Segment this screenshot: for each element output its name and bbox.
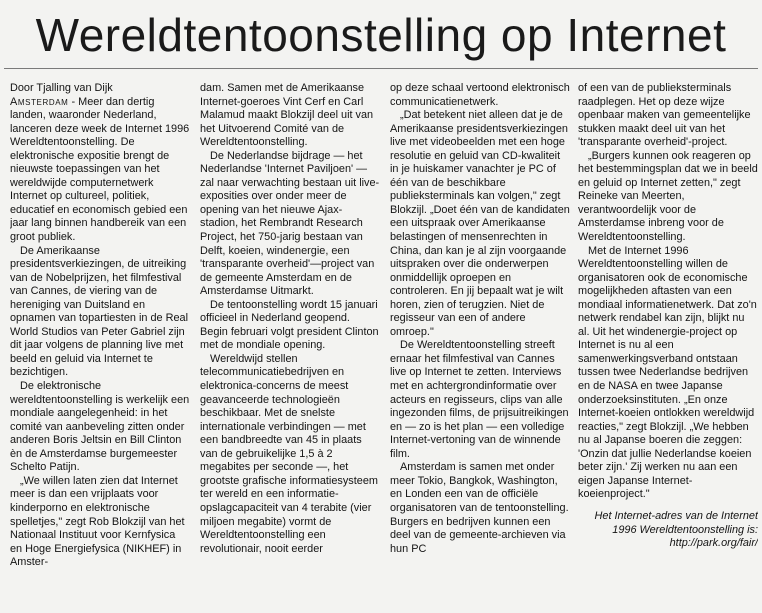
paragraph: Wereldwijd stellen telecommunicatiebedrijven en elektronica-concerns de meest geavanceerde technologieën beschikbaar. Met de snelste internationale verbindingen — met een bandbreedte van 45 in plaats van de gebruikelijke 1,5 à 2 megabites per seconde —, het grootste grafische informatiesysteem ter wereld en een informatie-opslagcapaciteit van 4 terabite (vier miljoen megabite) vormt de Wereldtentoonstelling een revolutionair, nooit eerder [200,352,378,555]
paragraph: De Amerikaanse presidentsverkiezingen, de uitreiking van de Nobelprijzen, het filmfestival van Cannes, de viering van de hereniging van Duitsland en opnamen van topartiesten in de Real World Studios van Peter Gabriel zijn dit jaar volgens de planning live met beeld en geluid via Internet te bezichtigen. [10,244,188,379]
paragraph: op deze schaal vertoond elektronisch communicatienetwerk. [390,82,570,108]
column-4 [578,82,758,613]
footer-note [578,510,758,551]
paragraph: dam. Samen met de Amerikaanse Internet-goeroes Vint Cerf en Carl Malamud maakt Blokzijl deel uit van het Uitvoerend Comité van de Wereldtentoonstelling. [200,82,374,149]
paragraph: of een van de publieksterminals raadplegen. Het op deze wijze openbaar maken van gemeentelijke stukken maakt deel uit van het 'transparante overheid'-project. [578,82,751,149]
headline: Wereldtentoonstelling op Internet [35,9,727,61]
headline-rule [4,68,758,69]
footer-text: Het Internet-adres van de Internet 1996 Wereldtentoonstelling is: [594,509,758,536]
byline: Door Tjalling van Dijk [10,82,113,94]
paragraph-text: - Meer dan dertig landen, waaronder Nederland, lanceren deze week de Internet 1996 Wereldtentoonstelling. De elektronische expositie brengt de nieuwste toepassingen van het wereldwijde computernetwerk Internet op cultureel, politiek, educatief en economisch gebied een jaar lang binnen handbereik van een groot publiek. [10,95,190,244]
paragraph: Amsterdam is samen met onder meer Tokio, Bangkok, Washington, en Londen een van de officiële organisatoren van de tentoonstelling. Burgers en bedrijven kunnen een deel van de gemeente-archieven via hun PC [390,461,569,555]
paragraph: De elektronische wereldtentoonstelling is werkelijk een mondiale aangelegenheid: in het comité van aanbeveling zitten onder anderen Boris Jeltsin en Bill Clinton èn de Amsterdamse burgemeester Schelto Patijn. [10,380,190,474]
paragraph: Met de Internet 1996 Wereldtentoonstelling willen de organisatoren ook de economische mogelijkheden aftasten van een mondiaal informatienetwerk. Dat zo'n netwerk rendabel kan zijn, blijkt nu al. Uit het windenergie-project op Internet is nu al een samenwerkingsverband ontstaan tussen twee Nederlandse bedrijven en de NASA en twee Japanse onderzoeksinstituten. „En onze Internet-koeien ontlokken wereldwijd reacties," zegt Blokzijl. „We hebben nu al Japanse boeren die zeggen: 'Onzin dat jullie Nederlandse koeien beter zijn.' Zij werken nu aan een eigen Japanse Internet-koeienproject." [578,244,757,501]
paragraph: De tentoonstelling wordt 15 januari officieel in Nederland geopend. Begin februari volgt president Clinton met de mondiale opening. [200,298,379,352]
column-2 [200,82,380,613]
paragraph: De Wereldtentoonstelling streeft ernaar het filmfestival van Cannes live op Internet te zetten. Interviews met en achtergrondinformatie over acteurs en regisseurs, clips van alle ingezonden films, de prijsuitreikingen en — zo is het plan — een volledige Internet-vertoning van de winnende film. [390,339,569,460]
paragraph: De Nederlandse bijdrage — het Nederlandse 'Internet Paviljoen' — zal naar verwachting bestaan uit live-exposities over onder meer de opening van het nieuwe Ajax-stadion, het Rembrandt Research Project, het 750-jarig bestaan van Delft, koeien, windenergie, een 'transparante overheid'—project van de gemeente Amsterdam en de Amsterdamse Uitmarkt. [200,149,380,298]
column-1 [10,82,190,613]
paragraph: „Burgers kunnen ook reageren op het bestemmingsplan dat we in beeld en geluid op Internet zetten," zegt Reineke van Meerten, verantwoordelijk voor de Amsterdamse inbreng voor de Wereldtentoonstelling. [578,149,758,244]
column-3 [390,82,570,613]
dateline: Amsterdam [10,95,69,108]
web-address: http://park.org/fair/ [669,537,758,550]
paragraph: „Dat betekent niet alleen dat je de Amerikaanse presidentsverkiezingen live met videobeelden met een hoge resolutie en geluid van CD-kwaliteit in je huiskamer vanachter je PC of één van de beschikbare publieksterminals kan volgen," zegt Blokzijl. „Doet één van de kandidaten een uitspraak over Amerikaanse belastingen of mensenrechten in China, dan kan je al zijn voorgaande uitspraken over die onderwerpen onmiddellijk oproepen en controleren. En jij bepaalt wat je wilt horen, zien of terugzien. Niet de regisseur van een of andere omroep." [390,109,570,338]
paragraph [10,82,190,245]
paragraph: „We willen laten zien dat Internet meer is dan een vrijplaats voor kinderporno en elektronische spelletjes," zegt Rob Blokzijl van het Nationaal Instituut voor Kernfysica en Hoge Energiefysica (NIKHEF) in Amster- [10,474,185,569]
